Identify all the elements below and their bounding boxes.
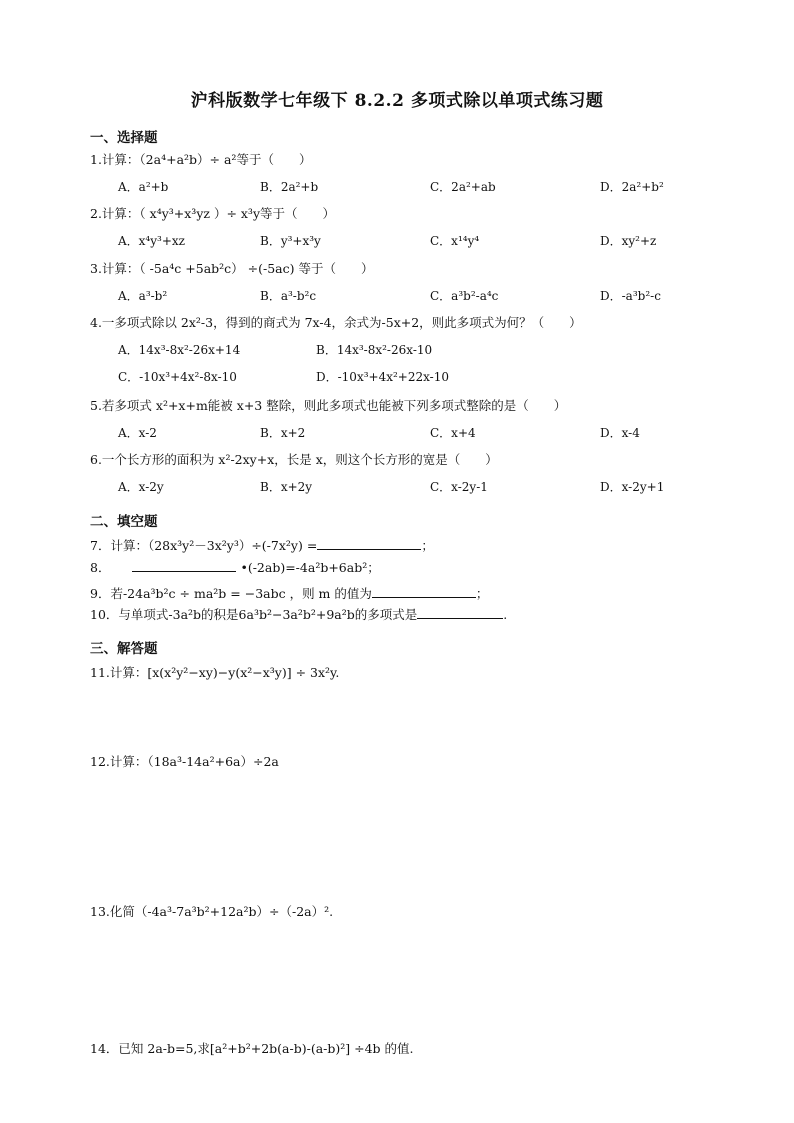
option-c: C．-10x³+4x²-8x-10 xyxy=(118,370,237,384)
question-9-end: ； xyxy=(475,586,489,601)
option-d: D．x-2y+1 xyxy=(600,480,665,494)
option-c: C．2a²+ab xyxy=(430,180,496,194)
question-7-end: ； xyxy=(421,538,434,553)
question-14: 14．已知 2a-b=5,求[a²+b²+2b(a-b)-(a-b)²] ÷4b 的值. xyxy=(90,1041,414,1056)
option-c: C．x¹⁴y⁴ xyxy=(430,234,480,248)
question-4-stem: 4.一多项式除以 2x²-3，得到的商式为 7x-4，余式为-5x+2，则此多项式为何？（ ） xyxy=(90,315,582,330)
option-b: B．a³-b²c xyxy=(260,289,317,303)
question-4-options-row-1 xyxy=(118,341,698,357)
question-5-options xyxy=(118,424,698,440)
option-a: A．a³-b² xyxy=(118,289,168,303)
question-3-stem: 3.计算：（ -5a⁴c +5ab²c） ÷(-5ac) 等于（ ） xyxy=(90,261,374,276)
section-heading-solve: 三、解答题 xyxy=(90,641,158,657)
page-title: 沪科版数学七年级下 8.2.2 多项式除以单项式练习题 xyxy=(190,91,604,111)
answer-blank[interactable] xyxy=(417,606,503,619)
option-a: A．x⁴y³+xz xyxy=(118,234,185,248)
option-c: C．x+4 xyxy=(430,426,476,440)
option-a: A．x-2y xyxy=(118,480,164,494)
question-6-options xyxy=(118,478,698,494)
question-2-stem: 2.计算：（ x⁴y³+x³yz ）÷ x³y等于（ ） xyxy=(90,206,336,221)
option-c: C．a³b²-a⁴c xyxy=(430,289,499,303)
section-heading-fill: 二、填空题 xyxy=(90,514,158,530)
question-6-stem: 6.一个长方形的面积为 x²-2xy+x，长是 x，则这个长方形的宽是（ ） xyxy=(90,452,498,467)
question-9-text: 9．若-24a³b²c ÷ ma²b = −3abc ，则 m 的值为 xyxy=(90,586,372,601)
option-c: C．x-2y-1 xyxy=(430,480,488,494)
question-10-end: . xyxy=(503,607,508,622)
question-12: 12.计算：（18a³-14a²+6a）÷2a xyxy=(90,754,279,769)
option-d: D．-10x³+4x²+22x-10 xyxy=(316,370,449,384)
question-1-options xyxy=(118,178,698,194)
section-heading-choice: 一、选择题 xyxy=(90,130,158,146)
option-a: A．x-2 xyxy=(118,426,157,440)
question-8-number: 8． xyxy=(90,560,111,575)
option-b: B．x+2 xyxy=(260,426,306,440)
option-d: D．2a²+b² xyxy=(600,180,664,194)
option-b: B．14x³-8x²-26x-10 xyxy=(316,343,433,357)
question-8 xyxy=(90,558,380,576)
question-11: 11.计算：[x(x²y²−xy)−y(x²−x³y)] ÷ 3x²y. xyxy=(90,665,340,680)
option-d: D．-a³b²-c xyxy=(600,289,661,303)
question-7-text: 7．计算：（28x³y²－3x²y³）÷(-7x²y) = xyxy=(90,538,318,553)
question-1-stem: 1.计算：（2a⁴+a²b）÷ a²等于（ ） xyxy=(90,152,312,167)
question-7 xyxy=(90,536,434,554)
option-a: A．a²+b xyxy=(118,180,169,194)
question-4-options-row-2 xyxy=(118,368,698,384)
answer-blank[interactable] xyxy=(132,559,236,572)
answer-blank[interactable] xyxy=(317,537,421,550)
answer-blank[interactable] xyxy=(372,585,476,598)
question-9 xyxy=(90,584,488,602)
option-b: B．2a²+b xyxy=(260,180,319,194)
option-d: D．x-4 xyxy=(600,426,640,440)
option-a: A．14x³-8x²-26x+14 xyxy=(118,343,241,357)
question-5-stem: 5.若多项式 x²+x+m能被 x+3 整除，则此多项式也能被下列多项式整除的是（ ） xyxy=(90,398,567,413)
question-2-options xyxy=(118,232,698,248)
option-d: D．xy²+z xyxy=(600,234,657,248)
question-10-text: 10．与单项式-3a²b的积是6a³b²−3a²b²+9a²b的多项式是 xyxy=(90,607,418,622)
question-8-text: •(-2ab)=-4a²b+6ab²； xyxy=(240,560,380,575)
question-10 xyxy=(90,605,507,623)
question-13: 13.化简（-4a³-7a³b²+12a²b）÷（-2a）². xyxy=(90,904,334,919)
question-3-options xyxy=(118,287,698,303)
option-b: B．x+2y xyxy=(260,480,313,494)
option-b: B．y³+x³y xyxy=(260,234,321,248)
